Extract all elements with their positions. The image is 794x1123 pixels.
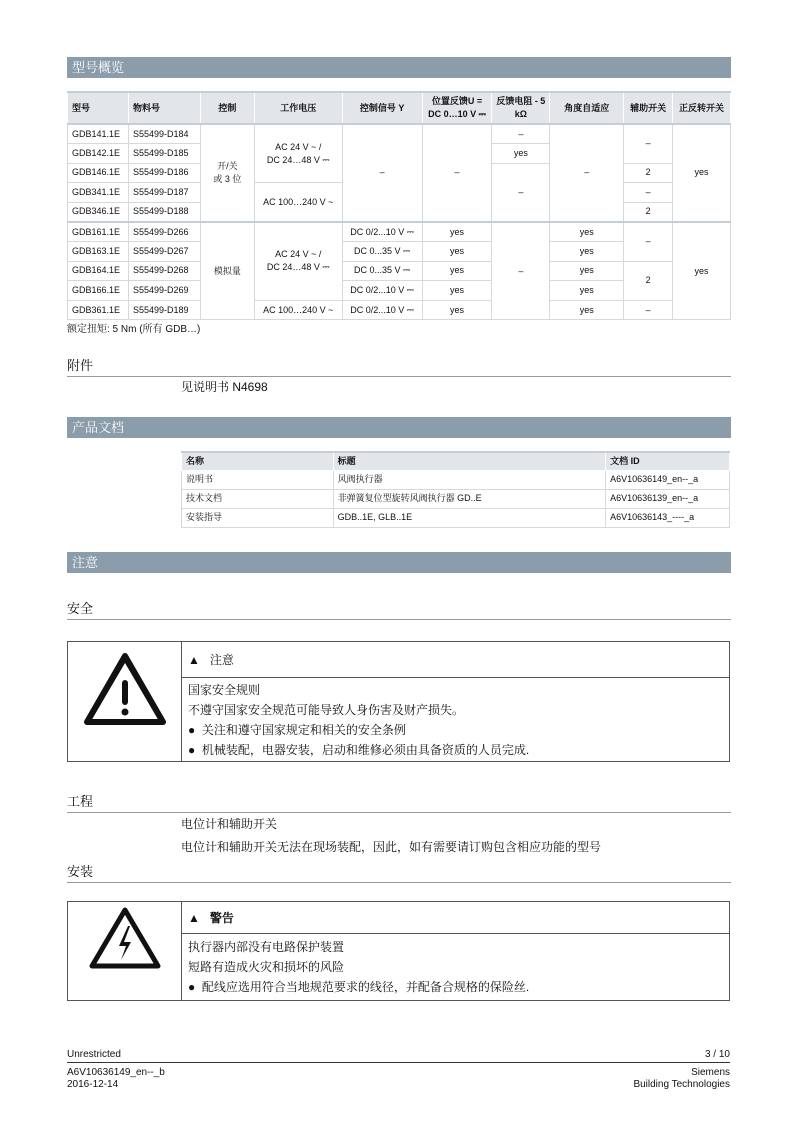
- signal-cell: DC 0/2...10 V ⎓: [342, 281, 422, 301]
- warning-body: [182, 937, 729, 997]
- col-header: 物料号: [128, 92, 200, 124]
- material-cell: S55499-D184: [128, 124, 200, 144]
- section-notes: 注意: [67, 552, 731, 573]
- model-cell: GDB164.1E: [68, 261, 129, 281]
- electric-hazard-icon: [68, 902, 182, 1000]
- doc-name: 说明书: [182, 470, 334, 489]
- col-header: 标题: [333, 452, 605, 470]
- model-cell: GDB142.1E: [68, 144, 129, 164]
- footer-left: [67, 1067, 165, 1091]
- footer-divider: [67, 1062, 730, 1063]
- model-cell: GDB341.1E: [68, 183, 129, 203]
- aux-cell: 2: [624, 202, 673, 222]
- doc-title: 风阀执行器: [333, 470, 605, 489]
- col-header: 角度自适应: [550, 92, 624, 124]
- col-header: 辅助开关: [624, 92, 673, 124]
- angle-cell: yes: [550, 281, 624, 301]
- footer-date: 2016-12-14: [67, 1079, 119, 1090]
- doc-name: 安装指导: [182, 508, 334, 527]
- footer-doc-id: A6V10636149_en--_b: [67, 1067, 165, 1078]
- aux-cell: –: [624, 124, 673, 163]
- control-cell: 开/关 或 3 位: [200, 124, 254, 222]
- resistance-cell: –: [492, 222, 550, 320]
- alert-icon: ▲: [188, 652, 200, 667]
- bullet-item: ● 配线应选用符合当地规范要求的线径，并配备合规格的保险丝.: [188, 980, 530, 994]
- bullet-text: 关注和遵守国家规定和相关的安全条例: [201, 723, 406, 737]
- doc-id: A6V10636149_en--_a: [606, 470, 730, 489]
- safety-warning-box: [67, 641, 730, 762]
- model-cell: GDB166.1E: [68, 281, 129, 301]
- pos-feedback-cell: yes: [422, 281, 492, 301]
- model-cell: GDB346.1E: [68, 202, 129, 222]
- pos-feedback-cell: yes: [422, 242, 492, 262]
- resistance-cell: yes: [492, 144, 550, 164]
- footer-right: [633, 1067, 730, 1091]
- col-header: 控制信号 Y: [342, 92, 422, 124]
- doc-id: A6V10636139_en--_a: [606, 489, 730, 508]
- col-header: 位置反馈U = DC 0…10 V ⎓: [422, 92, 492, 124]
- doc-name: 技术文档: [182, 489, 334, 508]
- model-cell: GDB161.1E: [68, 222, 129, 242]
- material-cell: S55499-D269: [128, 281, 200, 301]
- table-row: [182, 470, 730, 489]
- angle-cell: yes: [550, 300, 624, 320]
- doc-id: A6V10636143_----_a: [606, 508, 730, 527]
- installation-warning-box: [67, 901, 730, 1001]
- warning-subtitle: 国家安全规则: [188, 683, 261, 697]
- bullet-item: ● 机械装配，电器安装，启动和维修必须由具备资质的人员完成.: [188, 743, 530, 757]
- col-header: 文档 ID: [606, 452, 730, 470]
- footer-classification: Unrestricted: [67, 1049, 121, 1060]
- material-cell: S55499-D266: [128, 222, 200, 242]
- section-accessories: 附件: [67, 355, 731, 377]
- material-cell: S55499-D185: [128, 144, 200, 164]
- warning-header: [182, 902, 729, 934]
- signal-cell: –: [342, 124, 422, 222]
- resistance-cell: –: [492, 163, 550, 222]
- resistance-cell: –: [492, 124, 550, 144]
- engineering-title: 电位计和辅助开关: [181, 817, 278, 831]
- pos-feedback-cell: yes: [422, 222, 492, 242]
- section-docs: 产品文档: [67, 417, 731, 438]
- angle-cell: yes: [550, 242, 624, 262]
- pos-feedback-cell: –: [422, 124, 492, 222]
- material-cell: S55499-D186: [128, 163, 200, 183]
- col-header: 名称: [182, 452, 334, 470]
- table-header-row: [182, 452, 730, 470]
- voltage-cell: AC 100…240 V ~: [254, 300, 342, 320]
- engineering-text: 电位计和辅助开关无法在现场装配，因此，如有需要请订购包含相应功能的型号: [181, 840, 602, 854]
- model-cell: GDB146.1E: [68, 163, 129, 183]
- footer-division: Building Technologies: [633, 1079, 730, 1090]
- alert-icon: ▲: [188, 910, 200, 925]
- bullet-item: ● 关注和遵守国家规定和相关的安全条例: [188, 723, 406, 737]
- signal-cell: DC 0...35 V ⎓: [342, 242, 422, 262]
- aux-cell: –: [624, 183, 673, 203]
- docs-table: [181, 451, 730, 528]
- table-row: [68, 261, 731, 281]
- footer-page: 3 / 10: [704, 1049, 730, 1060]
- footer-company: Siemens: [691, 1067, 730, 1078]
- col-header: 型号: [68, 92, 129, 124]
- signal-cell: DC 0...35 V ⎓: [342, 261, 422, 281]
- signal-cell: DC 0/2...10 V ⎓: [342, 222, 422, 242]
- voltage-cell: AC 24 V ~ / DC 24…48 V ⎓: [254, 124, 342, 183]
- control-cell: 模拟量: [200, 222, 254, 320]
- table-header-row: [68, 92, 731, 124]
- pos-feedback-cell: yes: [422, 300, 492, 320]
- model-cell: GDB163.1E: [68, 242, 129, 262]
- signal-cell: DC 0/2...10 V ⎓: [342, 300, 422, 320]
- aux-cell: –: [624, 222, 673, 261]
- bullet-text: 机械装配，电器安装，启动和维修必须由具备资质的人员完成.: [201, 743, 530, 757]
- bullet-text: 配线应选用符合当地规范要求的线径，并配备合规格的保险丝.: [201, 980, 530, 994]
- voltage-cell: AC 24 V ~ / DC 24…48 V ⎓: [254, 222, 342, 300]
- material-cell: S55499-D267: [128, 242, 200, 262]
- col-header: 反馈电阻 - 5 kΩ: [492, 92, 550, 124]
- warning-body: [182, 680, 729, 760]
- model-cell: GDB141.1E: [68, 124, 129, 144]
- warning-subtitle: 执行器内部没有电路保护装置: [188, 940, 345, 954]
- voltage-cell: AC 100…240 V ~: [254, 183, 342, 222]
- installation-heading: 安装: [67, 861, 731, 883]
- doc-title: 非弹簧复位型旋转风阀执行器 GD..E: [333, 489, 605, 508]
- torque-note: 额定扭矩: 5 Nm (所有 GDB…): [67, 324, 201, 335]
- angle-cell: –: [550, 124, 624, 222]
- safety-heading: 安全: [67, 598, 731, 620]
- material-cell: S55499-D268: [128, 261, 200, 281]
- col-header: 工作电压: [254, 92, 342, 124]
- section-overview: 型号概览: [67, 57, 731, 78]
- warning-title: 注意: [209, 653, 234, 667]
- angle-cell: yes: [550, 261, 624, 281]
- model-cell: GDB361.1E: [68, 300, 129, 320]
- material-cell: S55499-D189: [128, 300, 200, 320]
- aux-cell: 2: [624, 163, 673, 183]
- angle-cell: yes: [550, 222, 624, 242]
- accessories-text: 见说明书 N4698: [181, 380, 268, 394]
- aux-cell: 2: [624, 261, 673, 300]
- col-header: 正反转开关: [673, 92, 731, 124]
- warning-title: 警告: [209, 911, 234, 925]
- engineering-heading: 工程: [67, 791, 731, 813]
- table-row: [182, 508, 730, 527]
- warning-text: 不遵守国家安全规范可能导致人身伤害及财产损失。: [188, 703, 465, 717]
- table-row: [68, 222, 731, 242]
- doc-title: GDB..1E, GLB..1E: [333, 508, 605, 527]
- table-row: [182, 489, 730, 508]
- model-overview-table: [67, 91, 731, 320]
- col-header: 控制: [200, 92, 254, 124]
- reverse-cell: yes: [673, 124, 731, 222]
- material-cell: S55499-D188: [128, 202, 200, 222]
- table-row: [68, 300, 731, 320]
- aux-cell: –: [624, 300, 673, 320]
- warning-text: 短路有造成火灾和损坏的风险: [188, 960, 345, 974]
- material-cell: S55499-D187: [128, 183, 200, 203]
- warning-triangle-icon: [68, 642, 182, 761]
- table-row: [68, 124, 731, 144]
- reverse-cell: yes: [673, 222, 731, 320]
- warning-header: [182, 642, 729, 678]
- pos-feedback-cell: yes: [422, 261, 492, 281]
